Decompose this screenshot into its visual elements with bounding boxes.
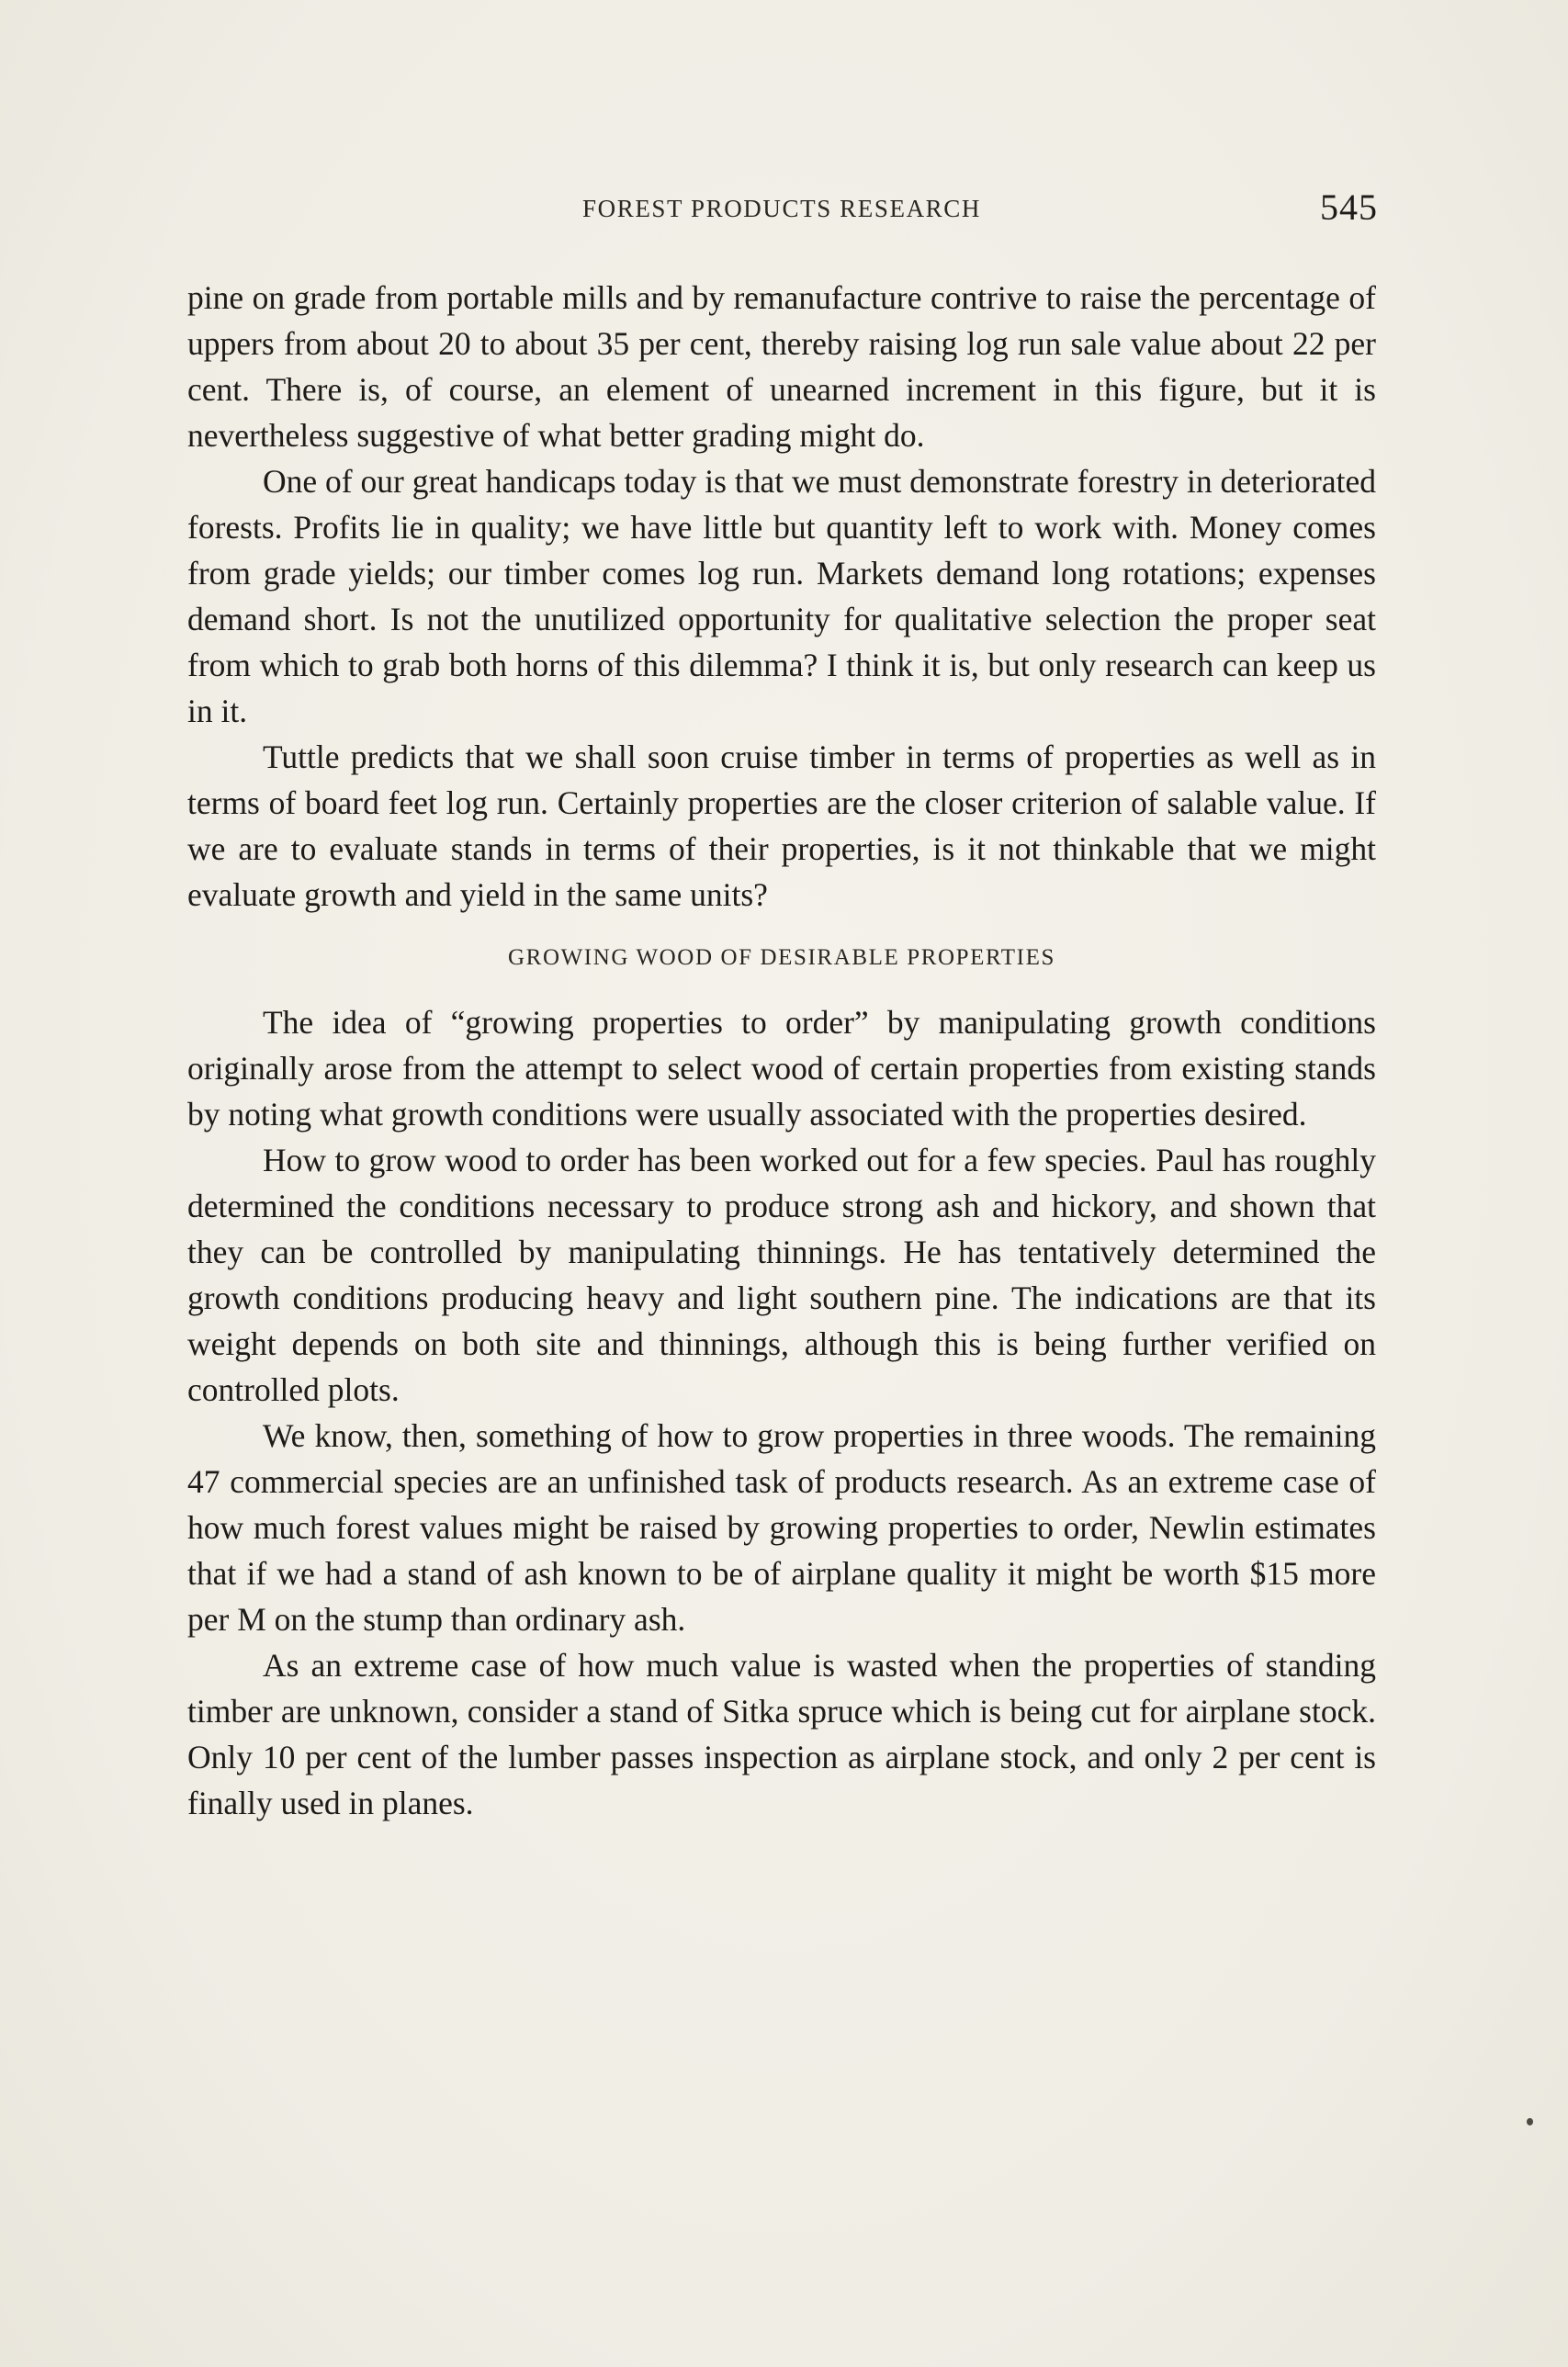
section-heading: GROWING WOOD OF DESIRABLE PROPERTIES xyxy=(508,945,1055,970)
body-text xyxy=(187,275,1376,1826)
paragraph-tuttle: Tuttle predicts that we shall soon cruise timber in terms of properties as well as in terms of board feet log run. Certainly properties are the closer criterion of salable value. If we are to evaluate stands in terms of their properties, is it not thinkable that we might evaluate growth and yield in the same units? xyxy=(187,738,1376,913)
paragraph-paul: How to grow wood to order has been worked out for a few species. Paul has roughly determined the conditions necessary to produce strong ash and hickory, and shown that they can be controlled by manipulating thinnings. He has tentatively determined the growth conditions producing heavy and light southern pine. The indications are that its weight depends on both site and thinnings, although this is being further verified on controlled plots. xyxy=(187,1142,1376,1408)
paragraph-growing-to-order: The idea of “growing properties to order” by manipulating growth conditions originally arose from the attempt to select wood of certain properties from existing stands by noting what growth conditions were usually associated with the properties desired. xyxy=(187,1004,1376,1133)
paragraph-continued: pine on grade from portable mills and by remanufacture contrive to raise the percentage of uppers from about 20 to about 35 per cent, thereby raising log run sale value about 22 per cent. There is, of course, an element of unearned increment in this figure, but it is nevertheless suggestive of what better grading might do. xyxy=(187,279,1376,454)
ink-speck xyxy=(1527,2118,1533,2125)
paragraph-sitka-spruce: As an extreme case of how much value is wasted when the properties of standing timber are unknown, consider a stand of Sitka spruce which is being cut for airplane stock. Only 10 per cent of the lumber passes inspection as airplane stock, and only 2 per cent is finally used in planes. xyxy=(187,1647,1376,1821)
page-header xyxy=(186,184,1378,242)
page-number: 545 xyxy=(1320,186,1378,228)
paragraph-three-woods: We know, then, something of how to grow properties in three woods. The remaining 47 commercial species are an unfinished task of products research. As an extreme case of how much forest values might be raised by growing properties to order, Newlin estimates that if we had a stand of ash known to be of airplane quality it might be worth $15 more per M on the stump than ordinary ash. xyxy=(187,1417,1376,1638)
running-head: FOREST PRODUCTS RESEARCH xyxy=(582,195,981,222)
paragraph-handicaps: One of our great handicaps today is that we must demonstrate forestry in deteriorated forests. Profits lie in quality; we have little but quantity left to work with. Money comes from grade yields; our timber comes log run. Markets demand long rotations; expenses demand short. Is not the unutilized opportunity for qualitative selection the proper seat from which to grab both horns of this dilemma? I think it is, but only research can keep us in it. xyxy=(187,463,1376,729)
